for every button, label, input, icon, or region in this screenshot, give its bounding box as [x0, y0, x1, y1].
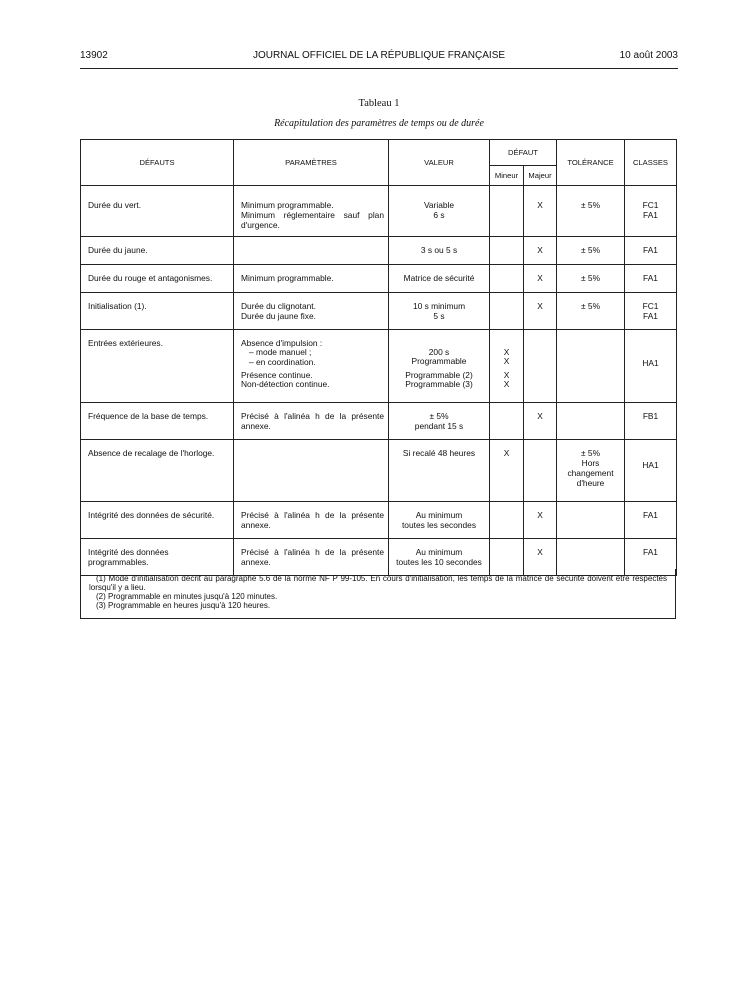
cell-classes: HA1 [625, 330, 677, 403]
cell-parametres [234, 330, 389, 403]
tolerance-line: ± 5% [580, 448, 601, 458]
cell-parametres [234, 186, 389, 237]
cell-classes [625, 293, 677, 330]
cell-defaut: Fréquence de la base de temps. [81, 403, 234, 440]
cell-mineur [490, 237, 524, 265]
tolerance-line: changement [567, 468, 614, 478]
col-header-defauts: DÉFAUTS [81, 140, 234, 186]
footnote-3: (3) Programmable en heures jusqu'à 120 heures. [96, 601, 271, 610]
cell-tolerance: ± 5% [557, 293, 625, 330]
classe-line: FA1 [643, 210, 658, 220]
footnote-1: (1) Mode d'initialisation décrit au paragraphe 5.6 de la norme NF P 99-105. En cours d'initialisation, les temps de la matrice de sécurité doivent être respectés lorsqu'il y a lieu. [89, 574, 667, 592]
cell-majeur: X [524, 237, 557, 265]
valeur-line: 6 s [433, 210, 445, 220]
cell-majeur: X [524, 502, 557, 539]
cell-majeur: X [524, 265, 557, 293]
cell-majeur: X [524, 186, 557, 237]
cell-tolerance: ± 5% [557, 265, 625, 293]
cell-defaut: Durée du rouge et antagonismes. [81, 265, 234, 293]
table-row [81, 237, 677, 265]
tolerance-line: Hors [581, 458, 600, 468]
cell-parametres: Précisé à l'alinéa h de la présente annexe. [234, 539, 389, 576]
table-row [81, 502, 677, 539]
col-header-tolerance: TOLÉRANCE [557, 140, 625, 186]
cell-valeur: Matrice de sécurité [389, 265, 490, 293]
cell-valeur: Si recalé 48 heures [389, 440, 490, 502]
page-header [80, 50, 678, 66]
classe-line: FC1 [642, 301, 659, 311]
cell-majeur: X [524, 403, 557, 440]
valeur-line: Programmable [411, 356, 467, 367]
cell-mineur: X [490, 440, 524, 502]
cell-mineur [490, 502, 524, 539]
cell-parametres: Précisé à l'alinéa h de la présente annexe. [234, 502, 389, 539]
footnote-2: (2) Programmable en minutes jusqu'à 120 minutes. [96, 592, 278, 601]
col-header-defaut: DÉFAUT [490, 140, 557, 166]
cell-parametres [234, 440, 389, 502]
cell-parametres: Minimum programmable. [234, 265, 389, 293]
cell-majeur: X [524, 539, 557, 576]
cell-mineur [490, 265, 524, 293]
cell-defaut: Initialisation (1). [81, 293, 234, 330]
cell-mineur [490, 293, 524, 330]
param-line: Durée du clignotant. [241, 301, 316, 311]
cell-parametres [234, 293, 389, 330]
mineur-mark: X [503, 378, 510, 389]
cell-parametres [234, 237, 389, 265]
cell-classes: HA1 [625, 440, 677, 502]
cell-tolerance: ± 5% [557, 237, 625, 265]
table-row [81, 330, 677, 403]
valeur-line: 200 s [428, 347, 450, 357]
cell-majeur: X [524, 293, 557, 330]
classe-line: FA1 [643, 311, 658, 321]
table-row [81, 265, 677, 293]
valeur-line: Au minimum [415, 547, 463, 557]
cell-valeur [389, 403, 490, 440]
cell-valeur [389, 330, 490, 403]
cell-mineur [490, 186, 524, 237]
param-line: Durée du jaune fixe. [241, 311, 316, 321]
cell-valeur [389, 502, 490, 539]
cell-mineur [490, 403, 524, 440]
cell-classes: FA1 [625, 237, 677, 265]
cell-defaut: Durée du vert. [81, 186, 234, 237]
cell-defaut: Intégrité des données programmables. [81, 539, 234, 576]
page-number: 13902 [80, 50, 108, 61]
cell-classes [625, 186, 677, 237]
cell-valeur [389, 186, 490, 237]
cell-tolerance [557, 403, 625, 440]
cell-valeur: 3 s ou 5 s [389, 237, 490, 265]
param-line: – en coordination. [249, 356, 316, 367]
valeur-line: Programmable (3) [405, 378, 473, 389]
tolerance-line: d'heure [576, 478, 605, 488]
table-row [81, 186, 677, 237]
col-header-valeur: VALEUR [389, 140, 490, 186]
cell-defaut: Entrées extérieures. [81, 330, 234, 403]
col-header-classes: CLASSES [625, 140, 677, 186]
param-line: Absence d'impulsion : [241, 338, 323, 348]
cell-classes: FB1 [625, 403, 677, 440]
valeur-line: 5 s [433, 311, 445, 321]
table-row [81, 440, 677, 502]
valeur-line: pendant 15 s [414, 421, 464, 431]
mineur-mark: X [503, 347, 510, 357]
cell-majeur [524, 330, 557, 403]
table-row [81, 403, 677, 440]
valeur-line: toutes les secondes [401, 520, 477, 530]
valeur-line: ± 5% [429, 411, 449, 421]
cell-defaut: Intégrité des données de sécurité. [81, 502, 234, 539]
cell-parametres: Précisé à l'alinéa h de la présente annexe. [234, 403, 389, 440]
cell-mineur [490, 330, 524, 403]
mineur-mark: X [503, 356, 510, 367]
valeur-line: Variable [423, 200, 455, 210]
publication-date: 10 août 2003 [619, 50, 678, 61]
col-header-parametres: PARAMÈTRES [234, 140, 389, 186]
header-rule [80, 68, 678, 69]
col-header-majeur: Majeur [524, 166, 557, 186]
classe-line: FC1 [642, 200, 659, 210]
table-footnotes [80, 569, 676, 619]
mineur-mark: X [503, 369, 510, 380]
parameters-table [80, 139, 677, 576]
param-line: Non-détection continue. [241, 379, 330, 390]
table-subtitle: Récapitulation des paramètres de temps ou de durée [274, 118, 484, 129]
cell-majeur [524, 440, 557, 502]
cell-classes: FA1 [625, 539, 677, 576]
param-line: Présence continue. [241, 369, 313, 380]
valeur-line: toutes les 10 secondes [396, 557, 482, 567]
cell-classes: FA1 [625, 502, 677, 539]
param-line: – mode manuel ; [249, 347, 312, 358]
cell-classes: FA1 [625, 265, 677, 293]
col-header-mineur: Mineur [490, 166, 524, 186]
table-header-row [81, 140, 677, 166]
cell-defaut: Durée du jaune. [81, 237, 234, 265]
cell-tolerance [557, 330, 625, 403]
table-row [81, 293, 677, 330]
cell-tolerance [557, 440, 625, 502]
cell-valeur [389, 293, 490, 330]
param-line: Minimum réglementaire sauf plan d'urgence. [241, 210, 384, 230]
table-title: Tableau 1 [358, 98, 400, 109]
cell-defaut: Absence de recalage de l'horloge. [81, 440, 234, 502]
journal-title: JOURNAL OFFICIEL DE LA RÉPUBLIQUE FRANÇAISE [252, 50, 506, 61]
param-line: Minimum programmable. [241, 200, 334, 210]
cell-tolerance: ± 5% [557, 186, 625, 237]
valeur-line: 10 s minimum [412, 301, 466, 311]
cell-tolerance [557, 502, 625, 539]
valeur-line: Programmable (2) [405, 369, 473, 380]
valeur-line: Au minimum [415, 510, 463, 520]
